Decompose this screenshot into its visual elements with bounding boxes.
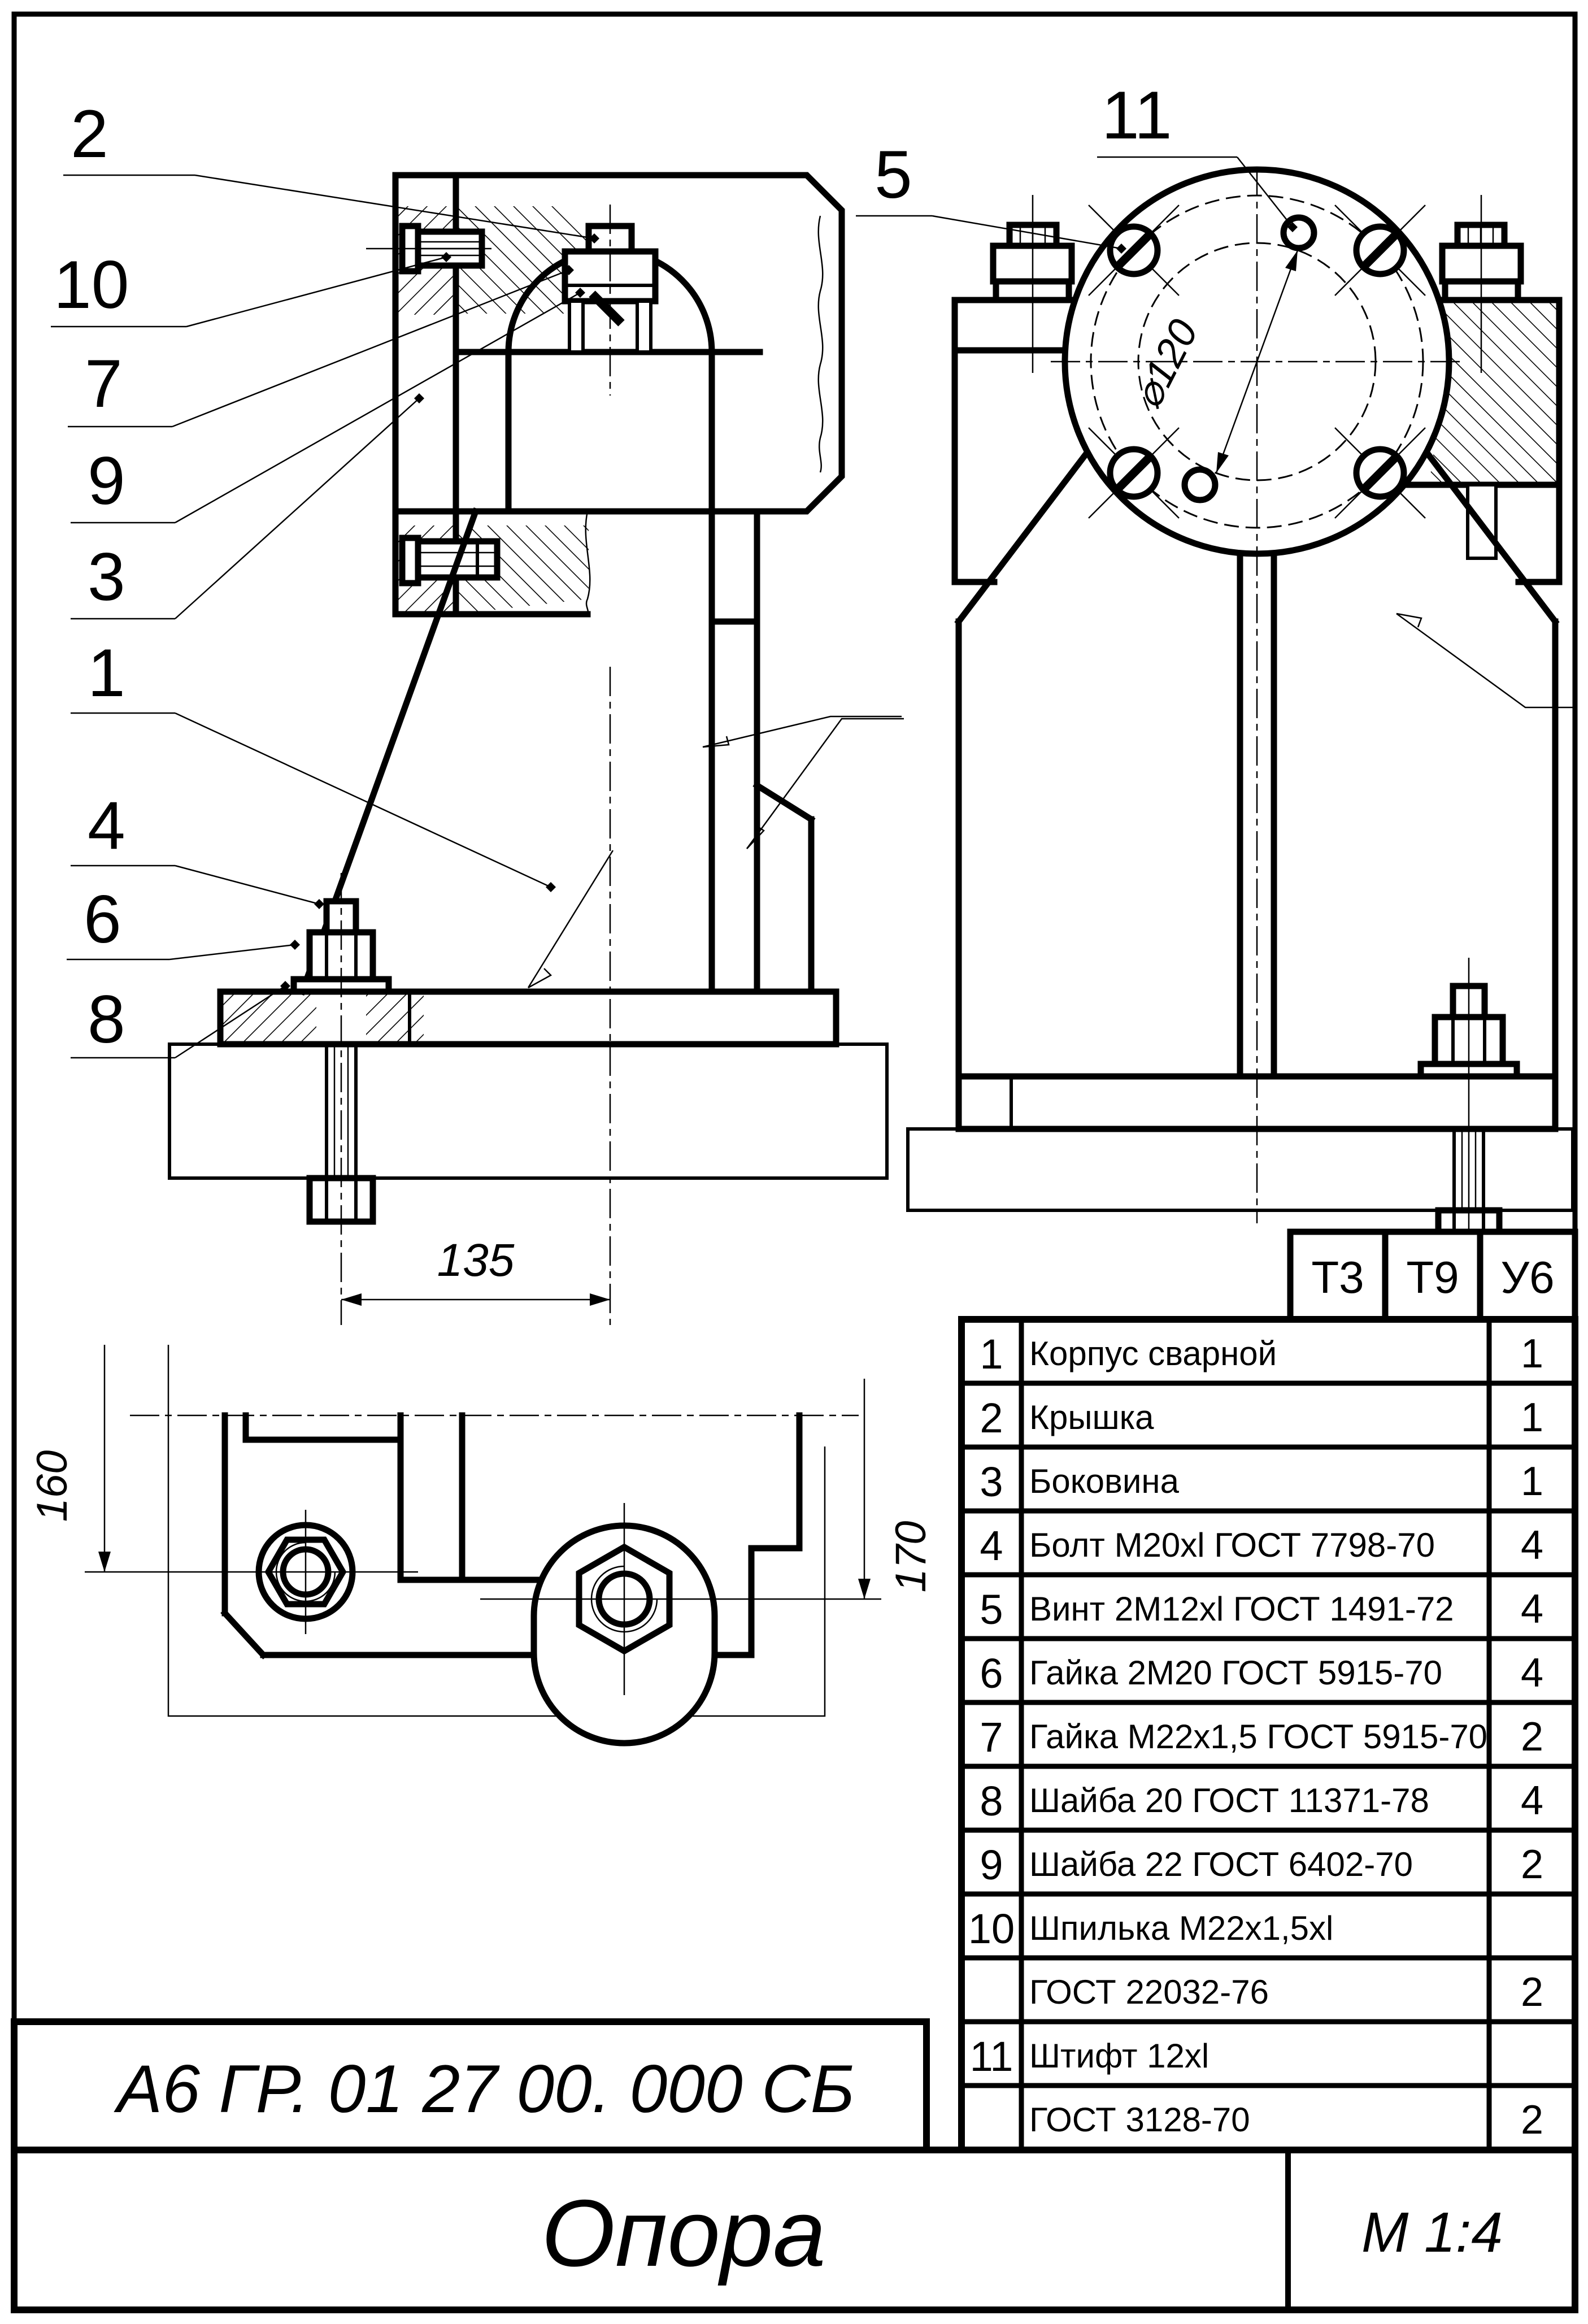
row-name: Корпус сварной	[1029, 1335, 1277, 1372]
row-no: 2	[980, 1395, 1003, 1441]
row-name: Болт М20хl ГОСТ 7798-70	[1029, 1526, 1435, 1564]
row-no: 7	[980, 1714, 1003, 1761]
callout-4-label: 4	[88, 788, 125, 863]
row-name: Крышка	[1029, 1398, 1154, 1436]
dim-160-label: 160	[28, 1450, 76, 1522]
callout-11-label: 11	[1102, 77, 1172, 153]
row-name: ГОСТ 22032-76	[1029, 1973, 1269, 2011]
callout-2-label: 2	[71, 96, 108, 172]
designation: А6 ГР. 01 27 00. 000 СБ	[117, 2051, 855, 2127]
callout-10-label: 10	[54, 247, 129, 323]
callout-9-label: 9	[88, 443, 125, 519]
callout-3-label: 3	[88, 539, 125, 615]
row-name: Винт 2М12хl ГОСТ 1491-72	[1029, 1590, 1454, 1628]
table-row	[980, 1714, 1543, 1761]
row-no: 9	[980, 1841, 1003, 1888]
row-name: Боковина	[1029, 1462, 1179, 1500]
row-name: Шайба 22 ГОСТ 6402-70	[1029, 1845, 1413, 1883]
code-t9: Т9	[1406, 1252, 1459, 1302]
callout-8-label: 8	[88, 981, 125, 1057]
row-no: 5	[980, 1586, 1003, 1633]
drawing-scale: М 1:4	[1361, 2201, 1503, 2264]
row-no: 3	[980, 1458, 1003, 1505]
row-no: 6	[980, 1650, 1003, 1697]
row-no: 1	[980, 1331, 1003, 1378]
row-qty: 1	[1520, 1395, 1544, 1440]
row-qty: 2	[1520, 1714, 1544, 1760]
row-qty: 4	[1520, 1587, 1544, 1632]
table-code-cells	[1290, 1232, 1575, 1319]
row-qty: 4	[1520, 1650, 1544, 1696]
row-name: Шайба 20 ГОСТ 11371-78	[1029, 1782, 1429, 1819]
row-no: 8	[980, 1778, 1003, 1825]
callout-1-label: 1	[88, 635, 125, 711]
row-qty: 2	[1520, 2097, 1544, 2143]
row-name: Гайка 2М20 ГОСТ 5915-70	[1029, 1654, 1443, 1692]
row-name: ГОСТ 3128-70	[1029, 2101, 1250, 2139]
section-hatch	[366, 994, 424, 1042]
row-qty: 2	[1520, 1970, 1544, 2015]
parts-table	[961, 1232, 1575, 2150]
dim-170-label: 170	[887, 1521, 935, 1593]
row-qty: 4	[1520, 1778, 1544, 1823]
callout-5-label: 5	[875, 137, 912, 212]
code-t3: Т3	[1311, 1252, 1364, 1302]
callout-6-label: 6	[84, 881, 121, 957]
row-qty: 4	[1520, 1523, 1544, 1568]
screw-leg	[569, 301, 583, 352]
row-qty: 1	[1520, 1331, 1544, 1376]
row-no: 4	[980, 1522, 1003, 1569]
row-name: Гайка М22х1,5 ГОСТ 5915-70	[1029, 1718, 1488, 1756]
table-row	[970, 2033, 1210, 2080]
dim-135-label: 135	[437, 1235, 515, 1286]
row-qty: 1	[1520, 1459, 1544, 1504]
callout-7-label: 7	[85, 346, 123, 422]
pin-hole	[1185, 470, 1215, 500]
part-title: Опора	[541, 2180, 826, 2286]
screw-leg	[637, 301, 651, 352]
row-qty: 2	[1520, 1842, 1544, 1887]
row-no: 11	[969, 2033, 1013, 2080]
row-name: Шпилька М22х1,5хl	[1029, 1909, 1334, 1947]
dim-dia120-label: ⌀120	[1124, 312, 1207, 416]
code-u6: У6	[1500, 1252, 1555, 1302]
row-no: 10	[968, 1905, 1015, 1952]
row-name: Штифт 12хl	[1029, 2037, 1210, 2075]
